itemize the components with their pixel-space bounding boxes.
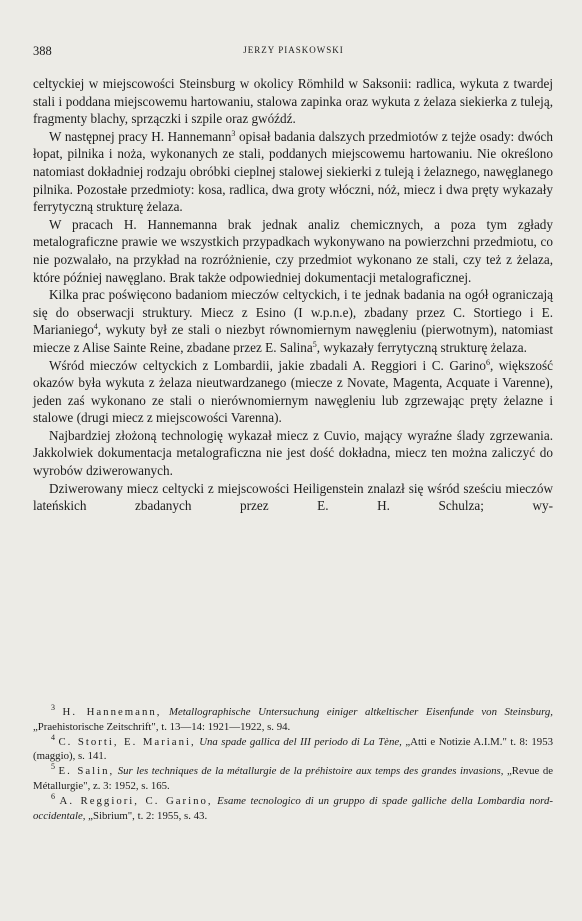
footnote-source: „Praehistorische Zeitschrift", t. 13—14: 1921—1922, s. 94. bbox=[33, 720, 291, 733]
footnote-source: „Atti e Notizie A.I.M." t. 8: 1953 (maggio), s. 141. bbox=[33, 735, 553, 763]
paragraph: W pracach H. Hannemanna brak jednak analiz chemicznych, a poza tym zgłady metalograficzne prawie we wszystkich przypadkach wykonywano na powierzchni przedmiotu, co nie pozwalało, na przykład na rozróżnienie, czy przedmiot wykonano ze stali, czy też z żelaza, które później nawęglano. Brak także odpowiedniej dokumentacji metalograficznej. bbox=[33, 216, 553, 285]
text-run: Wśród mieczów celtyckich z Lombardii, jakie zbadali A. Reggiori i C. Garino bbox=[49, 357, 486, 373]
footnote-ref: 4 bbox=[93, 322, 98, 332]
footnote-author: H. Hannemann, bbox=[62, 706, 162, 718]
footnote bbox=[33, 732, 553, 765]
paragraph: Najbardziej złożoną technologię wykazał miecz z Cuvio, mający wyraźne ślady zgrzewania. Jakkolwiek dokumentacja metalograficzna nie jest dość dokładna, miecz ten można zaliczyć do wyrobów dziwerowanych. bbox=[33, 427, 553, 479]
running-title: JERZY PIASKOWSKI bbox=[243, 45, 344, 55]
paragraph: Dziwerowany miecz celtycki z miejscowości Heiligenstein znalazł się wśród sześciu mieczów lateńskich zbadanych przez E. H. Schulza; wy- bbox=[33, 480, 553, 514]
footnote-author: E. Salin, bbox=[58, 765, 115, 778]
footnote-number: 5 bbox=[51, 762, 55, 772]
footnote-title: Una spade gallica del III periodo di La Tène, bbox=[199, 735, 402, 748]
main-text bbox=[33, 75, 553, 515]
text-run: W następnej pracy H. Hannemann bbox=[49, 128, 232, 144]
text-run: opisał badania dalszych przedmiotów z tejże osady: dwóch łopat, pilnika i noża, wykonanych ze stali, poddanych miejscowemu hartowaniu. Nie określono natomiast dokładniej rodzaju obróbki cieplnej stalowej siekierki z tuleją i żelaznego, nawęglanego pilnika. Pozostałe przedmioty: kosa, radlica, dwa groty włóczni, nóż, miecz i dwa pręty wykazały ferrytyczną strukturę żelaza. bbox=[33, 128, 553, 215]
footnote-source: „Sibrium", t. 2: 1955, s. 43. bbox=[88, 809, 208, 822]
footnotes bbox=[33, 705, 553, 823]
paragraph bbox=[33, 286, 553, 356]
footnote bbox=[33, 764, 553, 794]
footnote-number: 3 bbox=[51, 703, 55, 712]
footnote-title: Metallographische Untersuchung einiger altkeltischer Eisenfunde von Steinsburg, bbox=[169, 706, 553, 718]
footnote-number: 4 bbox=[51, 732, 55, 742]
footnote-ref: 3 bbox=[231, 128, 236, 138]
footnote-ref: 6 bbox=[485, 357, 490, 367]
paragraph: celtyckiej w miejscowości Steinsburg w okolicy Römhild w Saksonii: radlica, wykuta z twardej stali i poddana miejscowemu hartowaniu, stalowa zapinka oraz wykuta z żelaza siekierka z tuleją, fragmenty blachy, sprzączki i szpile oraz gwóźdź. bbox=[33, 76, 553, 127]
text-run: , wykazały ferrytyczną strukturę żelaza. bbox=[316, 339, 527, 355]
footnote-ref: 5 bbox=[312, 339, 317, 349]
footnote bbox=[33, 705, 553, 735]
footnote-source: „Revue de Métallurgie", z. 3: 1952, s. 165. bbox=[33, 765, 554, 792]
paragraph bbox=[33, 128, 553, 216]
footnote-title: Sur les techniques de la métallurgie de la préhistoire aux temps des grandes invasions, bbox=[117, 765, 504, 778]
page-number: 388 bbox=[33, 44, 52, 58]
footnote bbox=[33, 791, 553, 824]
footnote-author: C. Storti, E. Mariani, bbox=[58, 735, 196, 748]
text-run: , większość okazów była wykuta z żelaza nieutwardzanego (miecze z Novate, Magenta, Acquate i Varenne), jeden zaś wykonano ze stali o nierównomiernym nawęgleniu lub zgrzewając pręty żelazne i stalowe (drugi miecz z miejscowości Varenna). bbox=[33, 357, 553, 426]
footnote-title: Esame tecnologico di un gruppo di spade galliche della Lombardia nord-occidentale, bbox=[33, 794, 553, 822]
footnote-author: A. Reggiori, C. Garino, bbox=[59, 794, 213, 807]
footnote-number: 6 bbox=[51, 791, 55, 801]
text-run: , wykuty był ze stali o niezbyt równomiernym nawęgleniu (pierwotnym), natomiast miecze z Alise Sainte Reine, zbadane przez E. Salina bbox=[33, 322, 553, 355]
paragraph bbox=[33, 357, 553, 427]
page-header bbox=[33, 44, 554, 60]
text-run: Kilka prac poświęcono badaniom mieczów celtyckich, i te jednak badania na ogół ograniczają się do obserwacji struktury. Miecz z Esino (I w.p.n.e), zbadany przez C. Stortiego i E. Marianiego bbox=[33, 287, 553, 338]
